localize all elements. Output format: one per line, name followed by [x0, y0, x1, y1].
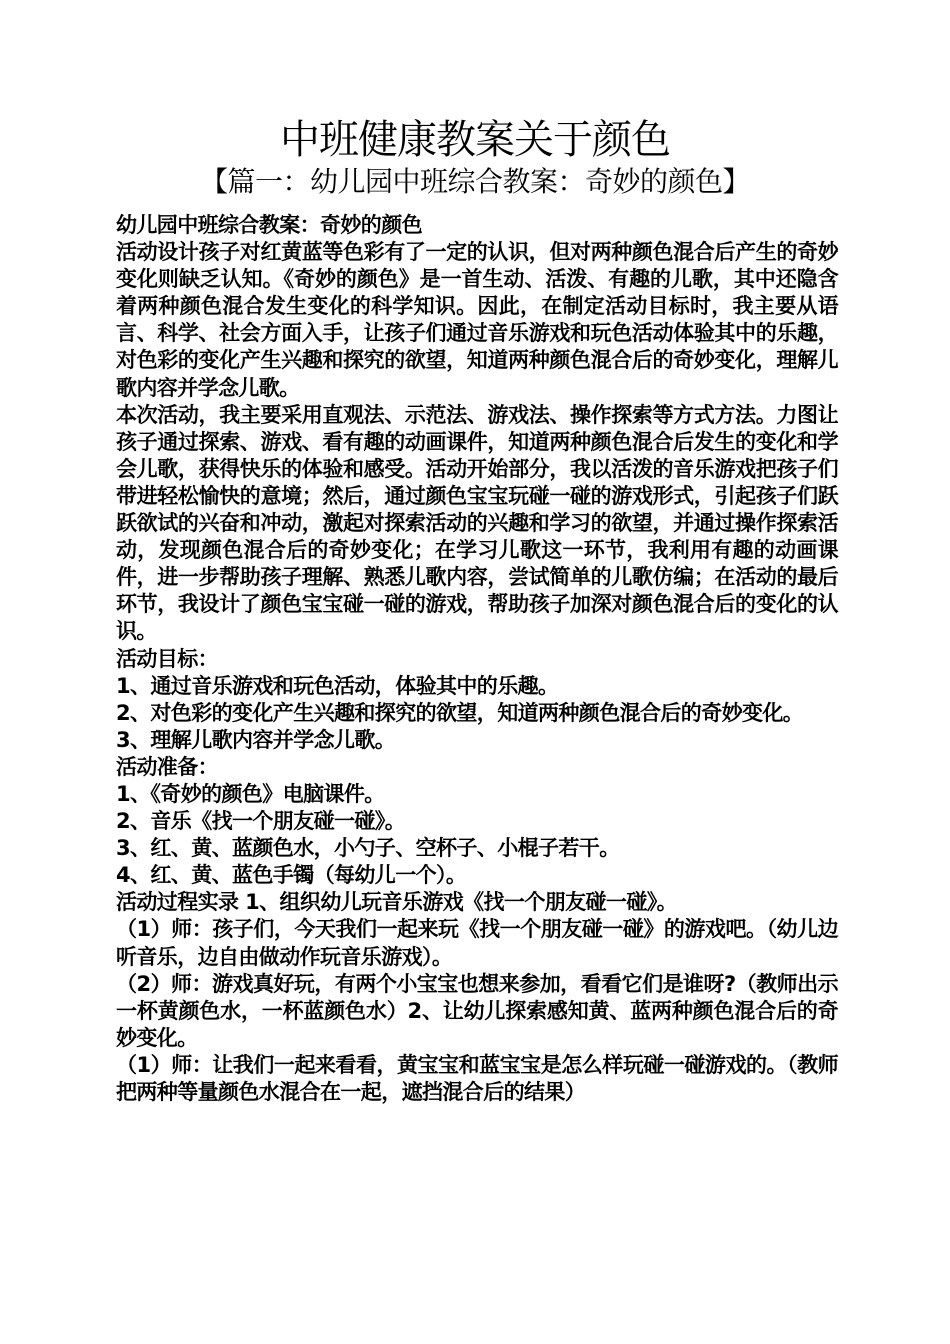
body-paragraph: 活动过程实录 1、组织幼儿玩音乐游戏《找一个朋友碰一碰》。 — [116, 890, 678, 915]
document-title: 中班健康教案关于颜色 — [280, 117, 670, 163]
list-item: 2、音乐《找一个朋友碰一碰》。 — [116, 809, 406, 834]
section-heading: 活动目标： — [116, 646, 218, 671]
section-heading: 幼儿园中班综合教案：奇妙的颜色 — [116, 213, 422, 237]
list-item: 2、对色彩的变化产生兴趣和探究的欲望，知道两种颜色混合后的奇妙变化。 — [116, 700, 804, 725]
list-item: 3、红、黄、蓝颜色水，小勺子、空杯子、小棍子若干。 — [116, 836, 620, 861]
body-paragraph: 本次活动，我主要采用直观法、示范法、游戏法、操作探索等方式方法。力图让孩子通过探索、游戏、看有趣的动画课件，知道两种颜色混合后发生的变化和学会儿歌，获得快乐的体验和感受。活动开始部分，我以活泼的音乐游戏把孩子们带进轻松愉快的意境；然后，通过颜色宝宝玩碰一碰的游戏形式，引起孩子们跃跃欲试的兴奋和冲动，激起对探索活动的兴趣和学习的欲望，并通过操作探索活动，发现颜色混合后的奇妙变化；在学习儿歌这一环节，我利用有趣的动画课件，进一步帮助孩子理解、熟悉儿歌内容，尝试简单的儿歌仿编；在活动的最后环节，我设计了颜色宝宝碰一碰的游戏，帮助孩子加深对颜色混合后的变化的认识。 — [116, 402, 838, 644]
body-paragraph: 活动设计孩子对红黄蓝等色彩有了一定的认识，但对两种颜色混合后产生的奇妙变化则缺乏认知。《奇妙的颜色》是一首生动、活泼、有趣的儿歌，其中还隐含着两种颜色混合发生变化的科学知识。因此，在制定活动目标时，我主要从语言、科学、社会方面入手，让孩子们通过音乐游戏和玩色活动体验其中的乐趣，对色彩的变化产生兴趣和探究的欲望，知道两种颜色混合后的奇妙变化，理解儿歌内容并学念儿歌。 — [116, 240, 838, 400]
list-item: 3、理解儿歌内容并学念儿歌。 — [116, 727, 396, 752]
body-paragraph: （1）师：孩子们，今天我们一起来玩《找一个朋友碰一碰》的游戏吧。（幼儿边听音乐，边自由做动作玩音乐游戏）。 — [116, 917, 838, 969]
body-paragraph: （2）师：游戏真好玩，有两个小宝宝也想来参加，看看它们是谁呀?（教师出示一杯黄颜色水，一杯蓝颜色水）2、让幼儿探索感知黄、蓝两种颜色混合后的奇妙变化。 — [116, 971, 838, 1050]
list-item: 1、通过音乐游戏和玩色活动，体验其中的乐趣。 — [116, 673, 559, 698]
section-heading: 活动准备： — [116, 754, 218, 779]
document-subtitle: 【篇一：幼儿园中班综合教案：奇妙的颜色】 — [199, 165, 750, 198]
list-item: 1、《奇妙的颜色》电脑课件。 — [116, 781, 385, 806]
list-item: 4、红、黄、蓝色手镯（每幼儿一个）。 — [116, 863, 467, 888]
body-paragraph: （1）师：让我们一起来看看，黄宝宝和蓝宝宝是怎么样玩碰一碰游戏的。（教师把两种等量颜色水混合在一起，遮挡混合后的结果） — [116, 1052, 838, 1104]
document-body — [116, 212, 838, 1106]
